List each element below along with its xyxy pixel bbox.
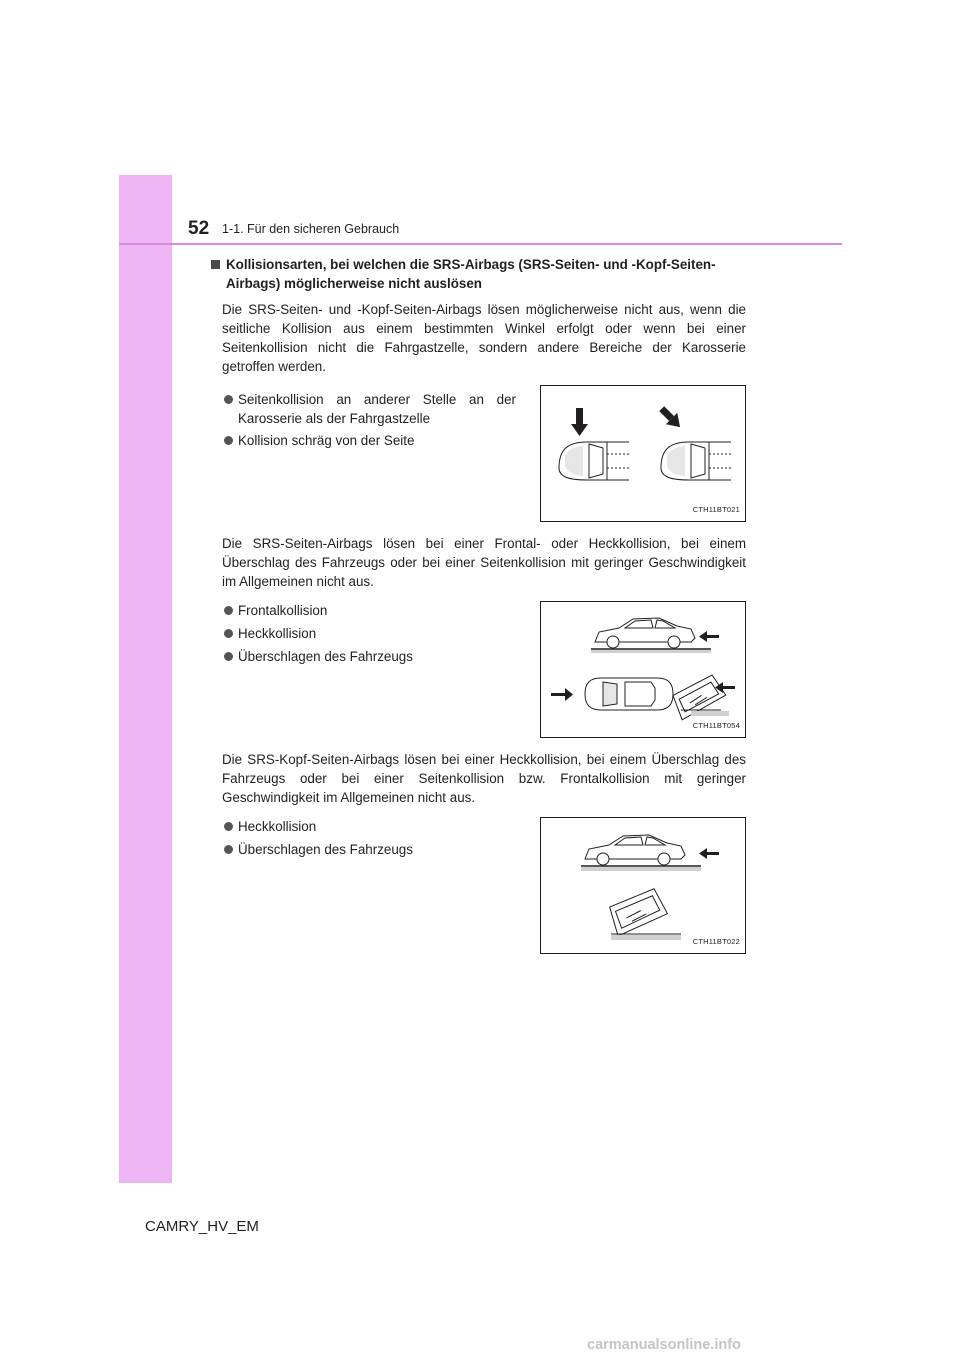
list-item: Heckkollision [224, 817, 516, 836]
list-item: Kollision schräg von der Seite [224, 431, 516, 450]
list-item: Seitenkollision an anderer Stelle an der Karosserie als der Fahrgastzelle [224, 390, 516, 428]
impact-arrow-icon [571, 403, 686, 436]
round-bullet-icon [224, 436, 233, 445]
rear-rollover-group [210, 817, 746, 954]
square-bullet-icon [211, 260, 220, 269]
document-id: CAMRY_HV_EM [145, 1218, 259, 1235]
subsection-heading-text: Kollisionsarten, bei welchen die SRS-Airbags (SRS-Seiten- und -Kopf-Seiten-Airbags) möglicherweise nicht auslösen [226, 257, 716, 291]
list-item: Überschlagen des Fahrzeugs [224, 840, 516, 859]
round-bullet-icon [224, 395, 233, 404]
page-content [210, 255, 746, 954]
chapter-sidebar-tab [119, 175, 172, 1183]
figure-rear-rollover [540, 817, 746, 954]
page-number: 52 [188, 218, 210, 239]
round-bullet-icon [224, 652, 233, 661]
round-bullet-icon [224, 845, 233, 854]
round-bullet-icon [224, 629, 233, 638]
list-item: Überschlagen des Fahrzeugs [224, 647, 516, 666]
side-collision-group [210, 385, 746, 522]
intro-paragraph: Die SRS-Seiten- und -Kopf-Seiten-Airbags lösen möglicherweise nicht aus, wenn die seitliche Kollision aus einem bestimmten Winkel erfolgt oder wenn bei einer Seitenkollision nicht die Fahrgastzelle, sondern andere Bereiche der Karosserie getroffen werden. [222, 302, 746, 374]
bullet-list [210, 601, 516, 669]
subsection-heading [210, 255, 746, 293]
list-item: Frontalkollision [224, 601, 516, 620]
bullet-list [210, 390, 516, 453]
watermark: carmanualsonline.info [587, 1337, 741, 1353]
figure-frontal-rear-rollover [540, 601, 746, 738]
bullet-list [210, 817, 516, 862]
figure-side-impact [540, 385, 746, 522]
section-title: 1-1. Für den sicheren Gebrauch [222, 222, 400, 236]
round-bullet-icon [224, 606, 233, 615]
figure-code: CTH11BT021 [692, 505, 740, 514]
frontal-rear-rollover-group [210, 601, 746, 738]
paragraph-curtain-airbags: Die SRS-Kopf-Seiten-Airbags lösen bei einer Heckkollision, bei einem Überschlag des Fahrzeugs oder bei einer Seitenkollision bzw. Frontalkollision mit geringer Geschwindigkeit im Allgemeinen nicht aus. [222, 752, 746, 805]
paragraph-side-airbags: Die SRS-Seiten-Airbags lösen bei einer Frontal- oder Heckkollision, bei einem Überschlag des Fahrzeugs oder bei einer Seitenkollision mit geringer Geschwindigkeit im Allgemeinen nicht aus. [222, 536, 746, 589]
round-bullet-icon [224, 822, 233, 831]
figure-code: CTH11BT054 [692, 721, 740, 730]
figure-code: CTH11BT022 [692, 937, 740, 946]
list-item: Heckkollision [224, 624, 516, 643]
impact-arrow-icon [699, 848, 719, 859]
header-divider [119, 243, 842, 245]
